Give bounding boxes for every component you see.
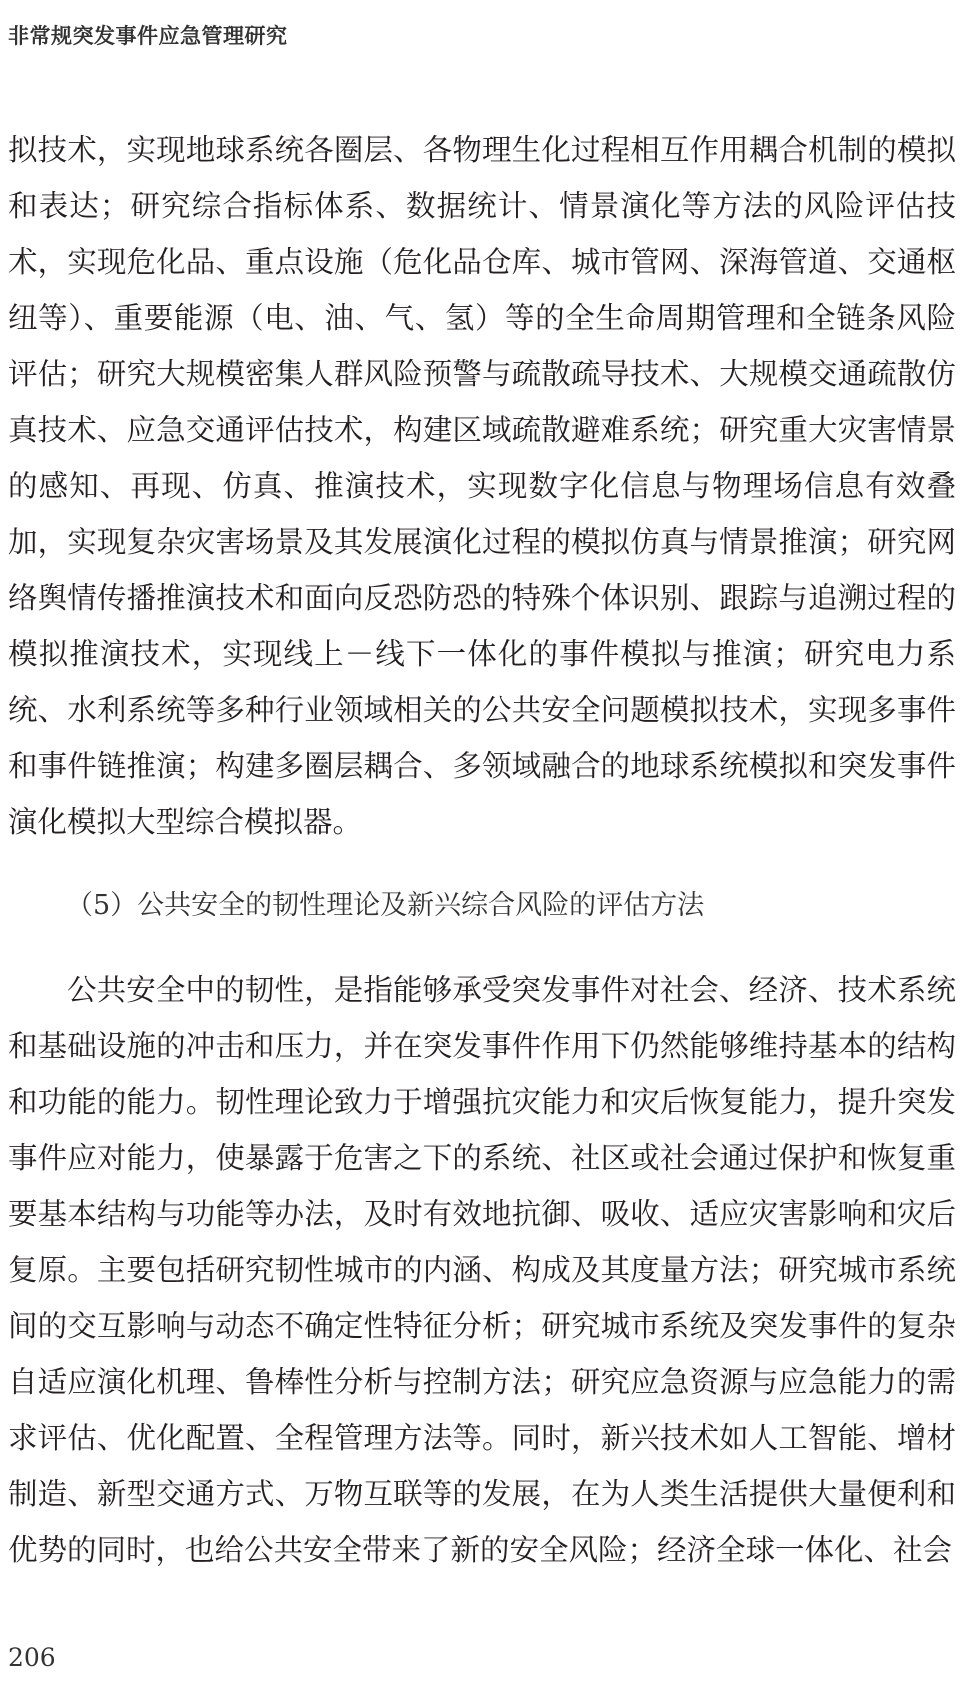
page-number: 206: [8, 1643, 56, 1672]
body-paragraph: 公共安全中的韧性，是指能够承受突发事件对社会、经济、技术系统和基础设施的冲击和压力，并在突发事件作用下仍然能够维持基本的结构和功能的能力。韧性理论致力于增强抗灾能力和灾后恢复能力，提升突发事件应对能力，使暴露于危害之下的系统、社区或社会通过保护和恢复重要基本结构与功能等办法，及时有效地抗御、吸收、适应灾害影响和灾后复原。主要包括研究韧性城市的内涵、构成及其度量方法；研究城市系统间的交互影响与动态不确定性特征分析；研究城市系统及突发事件的复杂自适应演化机理、鲁棒性分析与控制方法；研究应急资源与应急能力的需求评估、优化配置、全程管理方法等。同时，新兴技术如人工智能、增材制造、新型交通方式、万物互联等的发展，在为人类生活提供大量便利和优势的同时，也给公共安全带来了新的安全风险；经济全球一体化、社会: [8, 973, 956, 1567]
running-header: 非常规突发事件应急管理研究: [8, 24, 288, 48]
paragraph-gap: [8, 850, 956, 878]
paragraph-gap: [8, 934, 956, 962]
page-body: [8, 122, 956, 1578]
section-heading: （5）公共安全的韧性理论及新兴综合风险的评估方法: [66, 890, 705, 921]
body-paragraph-continued: 拟技术，实现地球系统各圈层、各物理生化过程相互作用耦合机制的模拟和表达；研究综合指标体系、数据统计、情景演化等方法的风险评估技术，实现危化品、重点设施（危化品仓库、城市管网、深海管道、交通枢纽等）、重要能源（电、油、气、氢）等的全生命周期管理和全链条风险评估；研究大规模密集人群风险预警与疏散疏导技术、大规模交通疏散仿真技术、应急交通评估技术，构建区域疏散避难系统；研究重大灾害情景的感知、再现、仿真、推演技术，实现数字化信息与物理场信息有效叠加，实现复杂灾害场景及其发展演化过程的模拟仿真与情景推演；研究网络舆情传播推演技术和面向反恐防恐的特殊个体识别、跟踪与追溯过程的模拟推演技术，实现线上－线下一体化的事件模拟与推演；研究电力系统、水利系统等多种行业领域相关的公共安全问题模拟技术，实现多事件和事件链推演；构建多圈层耦合、多领域融合的地球系统模拟和突发事件演化模拟大型综合模拟器。: [8, 133, 956, 839]
